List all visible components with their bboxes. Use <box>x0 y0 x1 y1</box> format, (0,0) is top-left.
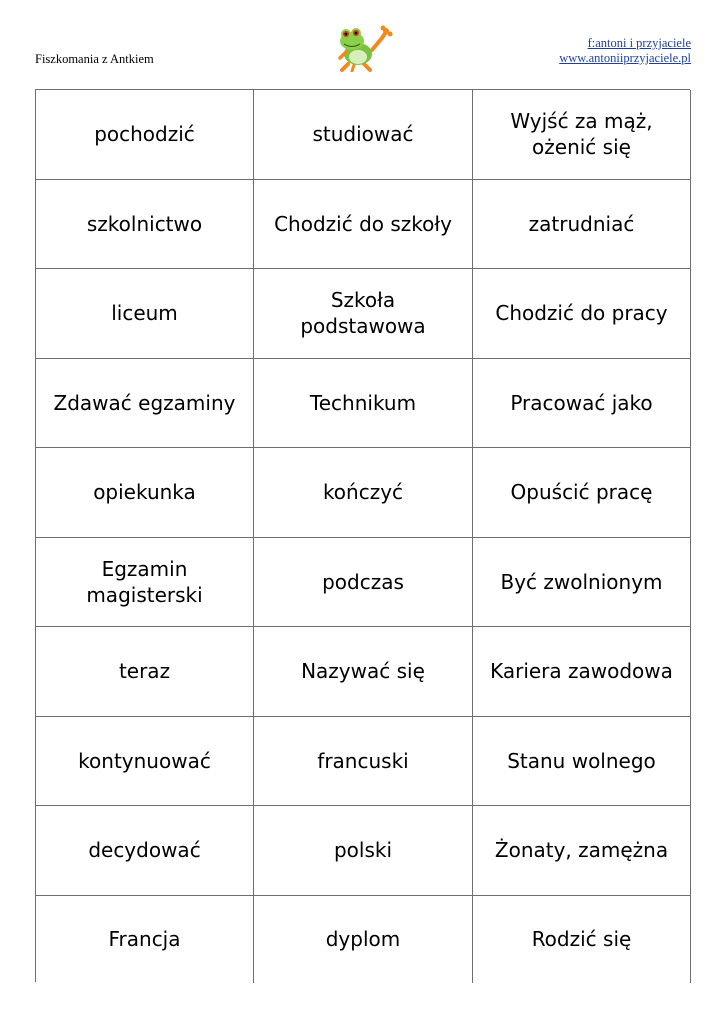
flashcard: opiekunka <box>36 448 254 538</box>
flashcard: szkolnictwo <box>36 180 254 270</box>
flashcard: dyplom <box>254 896 473 984</box>
page-header-links <box>559 36 691 66</box>
flashcard: Zdawać egzaminy <box>36 359 254 449</box>
flashcard: Chodzić do pracy <box>473 269 691 359</box>
flashcard: podczas <box>254 538 473 628</box>
website-link[interactable]: www.antoniiprzyjaciele.pl <box>559 51 691 65</box>
flashcard: Szkoła podstawowa <box>254 269 473 359</box>
page-header-title: Fiszkomania z Antkiem <box>35 52 154 66</box>
flashcard: Stanu wolnego <box>473 717 691 807</box>
flashcard: Opuścić pracę <box>473 448 691 538</box>
flashcard: Egzamin magisterski <box>36 538 254 628</box>
flashcard: polski <box>254 806 473 896</box>
flashcard: Żonaty, zamężna <box>473 806 691 896</box>
flashcard: Francja <box>36 896 254 984</box>
flashcard: Nazywać się <box>254 627 473 717</box>
flashcard: Być zwolnionym <box>473 538 691 628</box>
flashcard: Wyjść za mąż, ożenić się <box>473 90 691 180</box>
flashcard: Rodzić się <box>473 896 691 984</box>
flashcard: decydować <box>36 806 254 896</box>
flashcard: Chodzić do szkoły <box>254 180 473 270</box>
flashcard-grid <box>35 89 690 982</box>
flashcard: studiować <box>254 90 473 180</box>
flashcard: Technikum <box>254 359 473 449</box>
flashcard: kończyć <box>254 448 473 538</box>
flashcard: francuski <box>254 717 473 807</box>
flashcard: teraz <box>36 627 254 717</box>
frog-logo-icon <box>334 24 398 72</box>
flashcard: liceum <box>36 269 254 359</box>
flashcard: pochodzić <box>36 90 254 180</box>
flashcard: Kariera zawodowa <box>473 627 691 717</box>
flashcard: zatrudniać <box>473 180 691 270</box>
facebook-link[interactable]: f:antoni i przyjaciele <box>587 36 691 50</box>
flashcard: Pracować jako <box>473 359 691 449</box>
flashcard: kontynuować <box>36 717 254 807</box>
